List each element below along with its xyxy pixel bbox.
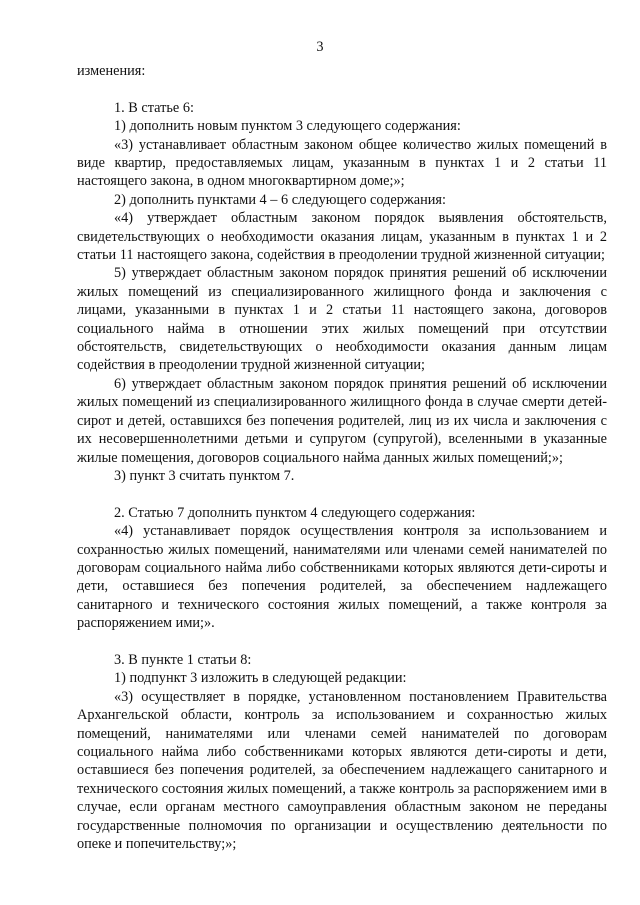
paragraph-quote: 6) утверждает областным законом порядок принятия решений об исключении жилых помещений из специализированного жилищного фонда в случае смерти детей-сирот и детей, оставшихся без попечения родителей, лиц из их числа и заключения с их несовершеннолетними детьми и супругом (супругой), вселенными в указанные жилые помещения, договоров социального найма данных жилых помещений;»; [77,375,607,466]
paragraph-quote: 5) утверждает областным законом порядок принятия решений об исключении жилых помещений из специализированного жилищного фонда и заключения с лицами, указанными в пунктах 1 и 2 статьи 11 настоящего закона, договоров социального найма в отношении этих жилых помещений при отсутствии обстоятельств, свидетельствующих о необходимости оказания данным лицам содействия в преодолении трудной жизненной ситуации; [77,265,607,374]
paragraph-continuation: изменения: [77,63,146,79]
paragraph-gap [77,80,607,98]
paragraph-gap [77,633,607,651]
paragraph-quote: «4) устанавливает порядок осуществления контроля за использованием и сохранностью жилых помещений, нанимателями или членами семей нанимателей по договорам социального найма либо собственниками которых являются дети-сироты и дети, оставшиеся без попечения родителей, за обеспечением надлежащего санитарного и технического состояния жилых помещений, а также контроля за распоряжением ими;». [77,523,607,632]
document-body [77,62,607,853]
section-heading-article-8: 3. В пункте 1 статьи 8: [114,651,252,668]
paragraph-item: 3) пункт 3 считать пунктом 7. [114,467,295,484]
paragraph-quote: «4) утверждает областным законом порядок выявления обстоятельств, свидетельствующих о необходимости оказания лицам, указанным в пунктах 1 и 2 статьи 11 настоящего закона, содействия в преодолении трудной жизненной ситуации; [77,210,607,264]
paragraph-item: 2) дополнить пунктами 4 – 6 следующего содержания: [114,191,446,208]
section-heading-article-6: 1. В статье 6: [114,99,194,116]
section-heading-article-7: 2. Статью 7 дополнить пунктом 4 следующего содержания: [114,504,476,521]
paragraph-item: 1) дополнить новым пунктом 3 следующего содержания: [114,118,461,135]
paragraph-gap [77,485,607,503]
paragraph-item: 1) подпункт 3 изложить в следующей редакции: [114,670,407,687]
page-number: 3 [316,39,324,55]
paragraph-quote: «3) осуществляет в порядке, установленном постановлением Правительства Архангельской области, контроль за использованием и сохранностью жилых помещений, нанимателями или членами семей нанимателей по договорам социального найма либо собственниками которых являются дети-сироты и дети, оставшиеся без попечения родителей, за обеспечением надлежащего санитарного и технического состояния жилых помещений, а также контроль за распоряжением ими в случае, если органам местного самоуправления областным законом не переданы государственные полномочия по организации и осуществлению деятельности по опеке и попечительству;»; [77,688,607,853]
paragraph-quote: «3) устанавливает областным законом общее количество жилых помещений в виде квартир, предоставляемых лицам, указанным в пунктах 1 и 2 статьи 11 настоящего закона, в одном многоквартирном доме;»; [77,136,607,190]
